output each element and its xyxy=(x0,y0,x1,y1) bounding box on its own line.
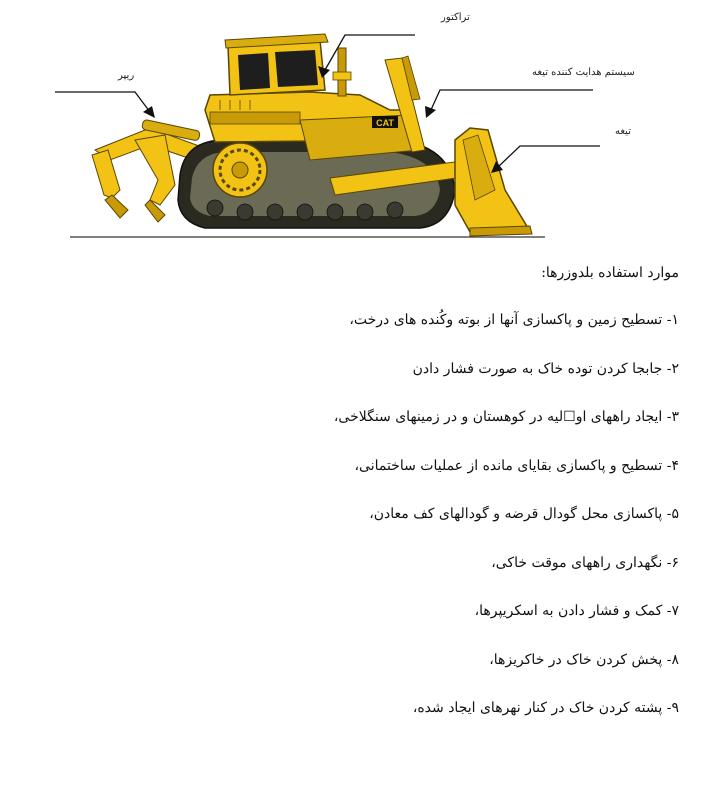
body-drawing xyxy=(205,34,420,160)
list-item: ۲- جابجا کردن توده خاک به صورت فشار دادن xyxy=(412,360,679,377)
list-item: ۱- تسطیح زمین و پاکسازی آنها از بوته وکُنده های درخت، xyxy=(349,312,679,328)
list-item: ۳- ایجاد راههای او☐لیه در کوهستان و در زمینهای سنگلاخی، xyxy=(333,409,679,425)
list-item: ۸- پخش کردن خاک در خاکریزها، xyxy=(489,651,679,668)
bulldozer-illustration xyxy=(0,0,717,250)
blade-label: تیغه xyxy=(615,126,631,137)
list-item: ۷- کمک و فشار دادن به اسکریپرها، xyxy=(474,603,679,619)
uses-section xyxy=(39,262,679,746)
brand-badge: CAT xyxy=(376,118,394,128)
list-item: ۶- نگهداری راههای موقت خاکی، xyxy=(491,554,679,571)
uses-heading: موارد استفاده بلدوزرها: xyxy=(541,265,679,281)
bulldozer-figure xyxy=(0,0,717,250)
blade-drawing xyxy=(455,128,532,236)
list-item: ۹- پشته کردن خاک در کنار نهرهای ایجاد شده، xyxy=(412,700,679,716)
ripper-label: ریپر xyxy=(118,70,135,81)
list-item: ۵- پاکسازی محل گودال قرضه و گودالهای کف معادن، xyxy=(369,506,679,522)
list-item: ۴- تسطیح و پاکسازی بقایای مانده از عملیات ساختمانی، xyxy=(354,457,679,474)
tractor-label: تراکتور xyxy=(441,12,470,23)
blade-guidance-label: سیستم هدایت کننده تیغه xyxy=(532,67,635,78)
uses-list xyxy=(39,309,679,719)
